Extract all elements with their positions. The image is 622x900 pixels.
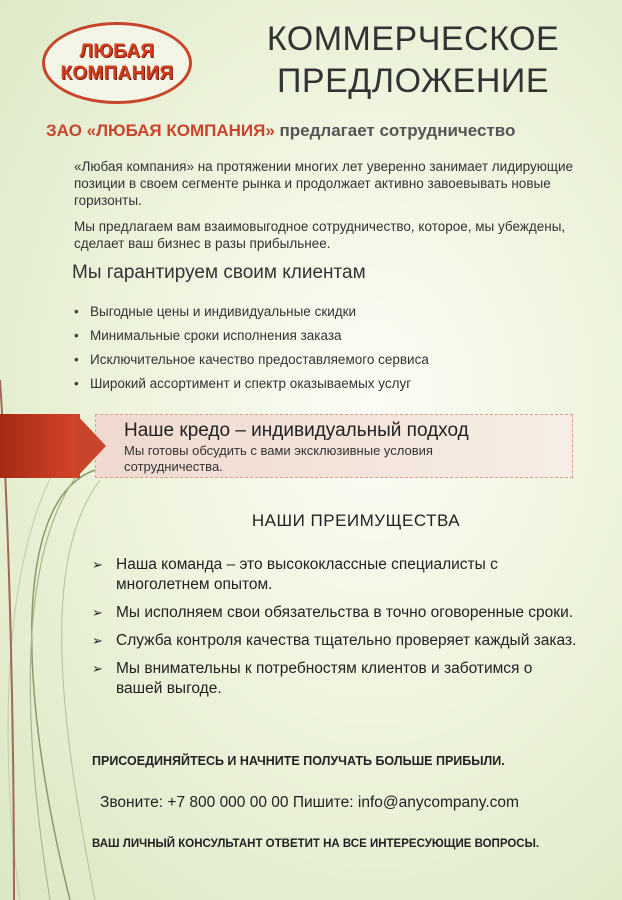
- page-title: [228, 18, 598, 102]
- arrow-bullet-icon: ➢: [92, 557, 103, 572]
- list-item-text: Служба контроля качества тщательно проверяет каждый заказ.: [116, 632, 577, 649]
- bullet-icon: •: [74, 304, 79, 319]
- contact-info: Звоните: +7 800 000 00 00 Пишите: info@anycompany.com: [100, 794, 519, 811]
- list-item: [90, 555, 580, 595]
- arrow-bullet-icon: ➢: [92, 661, 103, 676]
- bullet-icon: •: [74, 376, 79, 391]
- guarantee-heading: Мы гарантируем своим клиентам: [72, 262, 366, 283]
- credo-text: Мы готовы обсудить с вами эксклюзивные условия сотрудничества.: [124, 443, 433, 474]
- list-item: [72, 372, 429, 396]
- list-item: [72, 348, 429, 372]
- credo-red-band: [0, 414, 80, 478]
- credo-title: Наше кредо – индивидуальный подход: [124, 420, 469, 441]
- arrow-bullet-icon: ➢: [92, 605, 103, 620]
- arrow-bullet-icon: ➢: [92, 633, 103, 648]
- list-item-text: Широкий ассортимент и спектр оказываемых услуг: [90, 376, 412, 391]
- advantages-heading: НАШИ ПРЕИМУЩЕСТВА: [251, 511, 461, 530]
- logo-line-2: КОМПАНИЯ: [60, 63, 174, 84]
- list-item-text: Минимальные сроки исполнения заказа: [90, 328, 342, 343]
- subheading-company: ЗАО «ЛЮБАЯ КОМПАНИЯ»: [46, 121, 275, 140]
- bullet-icon: •: [74, 328, 79, 343]
- consultant-note: ВАШ ЛИЧНЫЙ КОНСУЛЬТАНТ ОТВЕТИТ НА ВСЕ ИНТЕРЕСУЮЩИЕ ВОПРОСЫ.: [92, 838, 540, 850]
- credo-arrow-icon: [76, 414, 106, 478]
- title-line-2: ПРЕДЛОЖЕНИЕ: [276, 62, 550, 100]
- list-item-text: Исключительное качество предоставляемого сервиса: [90, 352, 429, 367]
- company-logo: [42, 22, 192, 104]
- list-item-text: Выгодные цены и индивидуальные скидки: [90, 304, 357, 319]
- list-item: [72, 324, 429, 348]
- list-item-text: Наша команда – это высококлассные специалисты с многолетнем опытом.: [116, 556, 498, 593]
- list-item: [90, 631, 580, 651]
- advantages-list: [90, 555, 580, 707]
- bullet-icon: •: [74, 352, 79, 367]
- intro-paragraph-2: Мы предлагаем вам взаимовыгодное сотрудничество, которое, мы убеждены, сделает ваш бизнес в разы прибыльнее.: [74, 219, 566, 251]
- intro-paragraph-1: «Любая компания» на протяжении многих лет уверенно занимает лидирующие позиции в своем сегменте рынка и продолжает активно завоевывать новые горизонты.: [74, 159, 574, 208]
- title-line-1: КОММЕРЧЕСКОЕ: [266, 20, 560, 58]
- list-item: [90, 659, 580, 699]
- subheading: [46, 121, 606, 141]
- logo-line-1: ЛЮБАЯ: [79, 41, 155, 62]
- guarantee-list: [72, 300, 429, 396]
- call-to-action: ПРИСОЕДИНЯЙТЕСЬ И НАЧНИТЕ ПОЛУЧАТЬ БОЛЬШЕ ПРИБЫЛИ.: [92, 754, 505, 768]
- list-item: [90, 603, 580, 623]
- list-item-text: Мы исполняем свои обязательства в точно оговоренные сроки.: [116, 604, 574, 621]
- list-item-text: Мы внимательны к потребностям клиентов и заботимся о вашей выгоде.: [116, 660, 533, 697]
- subheading-rest: предлагает сотрудничество: [274, 121, 516, 140]
- list-item: [72, 300, 429, 324]
